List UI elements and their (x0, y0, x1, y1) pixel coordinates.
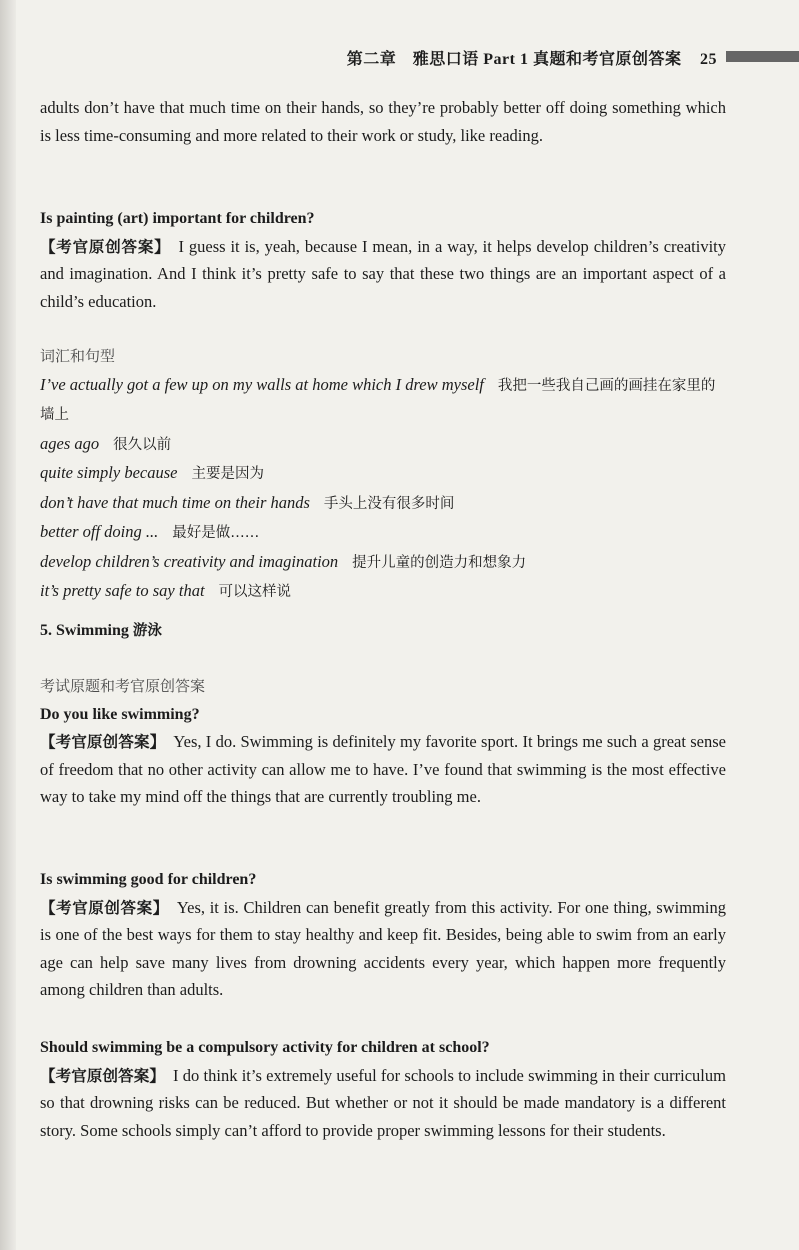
painting-answer-text: I guess it is, yeah, because I mean, in a way, it helps develop children’s creativity and imagination. And I think it’s pretty safe to say that these two things are an important aspect of a child’s education. (40, 236, 726, 311)
section-label: 5. Swimming (40, 622, 129, 639)
painting-answer (40, 233, 726, 316)
vocab-meaning: 手头上没有很多时间 (323, 495, 455, 512)
answer-tag: 【考官原创答案】 (40, 732, 166, 751)
vocab-phrase: ages ago (40, 433, 100, 453)
swimming-qa-1 (40, 673, 726, 811)
vocab-item (40, 489, 726, 519)
vocab-meaning: 主要是因为 (191, 466, 264, 482)
answer-text: I do think it’s extremely useful for schools to include swimming in their curriculum so that drowning risks can be reduced. But whether or not it should be made mandatory is a different story. Some schools simply can’t afford to provide proper swimming lessons for their students. (40, 1065, 726, 1140)
vocab-phrase: I’ve actually got a few up on my walls at home which I drew myself (40, 374, 484, 394)
answer-tag: 【考官原创答案】 (40, 897, 169, 917)
vocab-meaning: 提升儿童的创造力和想象力 (352, 554, 527, 571)
vocab-phrase: develop children’s creativity and imagination (40, 551, 339, 571)
vocab-meaning: 很久以前 (113, 436, 172, 453)
painting-qa (40, 205, 726, 315)
swimming-qa-2 (40, 866, 726, 1004)
exam-heading: 考试原题和考官原创答案 (40, 677, 206, 695)
page-spine-shadow (0, 0, 16, 1250)
vocab-phrase: don’t have that much time on their hands (40, 492, 310, 512)
vocab-item (40, 430, 726, 460)
intro-paragraph: adults don’t have that much time on their hands, so they’re probably better off doing something which is less time-consuming and more related to their work or study, like reading. (40, 98, 726, 145)
swimming-qa-3 (40, 1034, 726, 1144)
header-chapter: 第二章 (346, 51, 397, 68)
answer-tag: 【考官原创答案】 (40, 1065, 166, 1085)
header-decoration-bar (726, 51, 799, 62)
vocab-phrase: it’s pretty safe to say that (40, 581, 205, 600)
header-title: 雅思口语 Part 1 真题和考官原创答案 (412, 51, 682, 68)
vocab-meaning: 最好是做…… (172, 525, 260, 541)
vocab-heading: 词汇和句型 (40, 347, 116, 365)
vocab-phrase: quite simply because (40, 463, 178, 482)
question: Should swimming be a compulsory activity for children at school? (40, 1039, 490, 1056)
vocab-item (40, 371, 726, 430)
vocab-item (40, 518, 726, 548)
vocab-item (40, 548, 726, 578)
painting-question: Is painting (art) important for children? (40, 210, 315, 227)
question: Do you like swimming? (40, 705, 200, 723)
running-header (347, 46, 717, 69)
vocab-section (40, 343, 726, 607)
vocab-item (40, 459, 726, 489)
vocab-meaning: 我把一些我自己画的画挂在家里的墙上 (40, 377, 716, 423)
answer-tag: 【考官原创答案】 (40, 236, 171, 256)
question: Is swimming good for children? (40, 871, 257, 888)
answer-text: Yes, I do. Swimming is definitely my favorite sport. It brings me such a great sense of freedom that no other activity can allow me to have. I’ve found that swimming is the most effective way to take my mind off the things that are currently troubling me. (40, 732, 726, 806)
answer (40, 728, 726, 811)
vocab-phrase: better off doing ... (40, 522, 159, 541)
section-heading (40, 617, 726, 646)
vocab-item (40, 577, 726, 607)
page-number: 25 (700, 51, 717, 68)
answer (40, 1062, 726, 1145)
answer (40, 894, 726, 1004)
section-label-cn: 游泳 (132, 623, 162, 639)
vocab-meaning: 可以这样说 (218, 584, 292, 600)
answer-text: Yes, it is. Children can benefit greatly from this activity. For one thing, swimming is one of the best ways for them to stay healthy and keep fit. Besides, being able to swim from an early age can help save many lives from drowning accidents every year, which happen more frequently among children than adults. (40, 897, 726, 999)
